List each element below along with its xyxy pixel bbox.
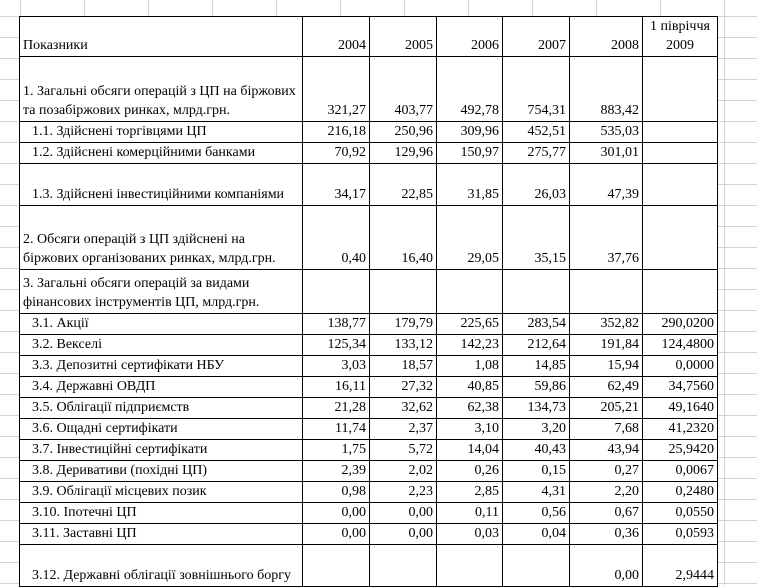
table-row xyxy=(20,419,718,440)
value-cell[interactable]: 0,40 xyxy=(303,206,370,270)
value-cell[interactable]: 0,0067 xyxy=(643,461,718,482)
row-label-cell[interactable]: 3.6. Ощадні сертифікати xyxy=(20,419,303,440)
value-cell[interactable]: 15,94 xyxy=(570,356,643,377)
value-cell[interactable] xyxy=(643,270,718,314)
value-cell[interactable] xyxy=(437,270,503,314)
value-cell[interactable]: 134,73 xyxy=(503,398,570,419)
value-cell[interactable]: 2,20 xyxy=(570,482,643,503)
value-cell[interactable]: 32,62 xyxy=(370,398,437,419)
value-cell[interactable]: 59,86 xyxy=(503,377,570,398)
value-cell[interactable] xyxy=(503,270,570,314)
value-cell[interactable]: 35,15 xyxy=(503,206,570,270)
value-cell[interactable]: 0,67 xyxy=(570,503,643,524)
value-cell[interactable]: 47,39 xyxy=(570,164,643,206)
value-cell[interactable]: 34,17 xyxy=(303,164,370,206)
table-row xyxy=(20,335,718,356)
value-cell[interactable]: 179,79 xyxy=(370,314,437,335)
row-label-cell[interactable]: 3. Загальні обсяги операцій за видами фінансових інструментів ЦП, млрд.грн. xyxy=(20,270,303,314)
table-row xyxy=(20,545,718,587)
value-cell[interactable]: 49,1640 xyxy=(643,398,718,419)
value-cell[interactable]: 62,49 xyxy=(570,377,643,398)
value-cell[interactable]: 191,84 xyxy=(570,335,643,356)
header-row xyxy=(20,17,718,57)
value-cell[interactable]: 0,03 xyxy=(437,524,503,545)
row-label-cell[interactable]: 3.3. Депозитні сертифікати НБУ xyxy=(20,356,303,377)
row-label-cell[interactable]: 3.10. Іпотечні ЦП xyxy=(20,503,303,524)
value-cell[interactable] xyxy=(370,545,437,587)
value-cell[interactable] xyxy=(303,270,370,314)
value-cell[interactable]: 124,4800 xyxy=(643,335,718,356)
value-cell[interactable]: 3,20 xyxy=(503,419,570,440)
value-cell[interactable] xyxy=(643,122,718,143)
value-cell[interactable]: 2,02 xyxy=(370,461,437,482)
securities-operations-table xyxy=(19,16,718,587)
value-cell[interactable]: 31,85 xyxy=(437,164,503,206)
value-cell[interactable]: 0,98 xyxy=(303,482,370,503)
row-label-cell[interactable]: 3.11. Заставні ЦП xyxy=(20,524,303,545)
value-cell[interactable]: 0,00 xyxy=(570,545,643,587)
row-label-cell[interactable]: 1.1. Здійснені торгівцями ЦП xyxy=(20,122,303,143)
value-cell[interactable]: 0,36 xyxy=(570,524,643,545)
value-cell[interactable]: 62,38 xyxy=(437,398,503,419)
value-cell[interactable]: 403,77 xyxy=(370,57,437,122)
value-cell[interactable]: 22,85 xyxy=(370,164,437,206)
value-cell[interactable] xyxy=(643,57,718,122)
value-cell[interactable]: 2,37 xyxy=(370,419,437,440)
value-cell[interactable]: 150,97 xyxy=(437,143,503,164)
value-cell[interactable]: 133,12 xyxy=(370,335,437,356)
value-cell[interactable]: 70,92 xyxy=(303,143,370,164)
value-cell[interactable]: 321,27 xyxy=(303,57,370,122)
row-label-cell[interactable]: 1.3. Здійснені інвестиційними компаніями xyxy=(20,164,303,206)
value-cell[interactable]: 275,77 xyxy=(503,143,570,164)
value-cell[interactable]: 5,72 xyxy=(370,440,437,461)
table-row xyxy=(20,461,718,482)
value-cell[interactable] xyxy=(303,545,370,587)
row-label-cell[interactable]: 3.8. Деривативи (похідні ЦП) xyxy=(20,461,303,482)
value-cell[interactable]: 0,0000 xyxy=(643,356,718,377)
value-cell[interactable]: 16,11 xyxy=(303,377,370,398)
row-label-cell[interactable]: 3.12. Державні облігації зовнішнього боргу xyxy=(20,545,303,587)
value-cell[interactable] xyxy=(643,206,718,270)
value-cell[interactable]: 0,15 xyxy=(503,461,570,482)
value-cell[interactable]: 29,05 xyxy=(437,206,503,270)
value-cell[interactable]: 34,7560 xyxy=(643,377,718,398)
value-cell[interactable]: 0,56 xyxy=(503,503,570,524)
value-cell[interactable]: 0,00 xyxy=(370,524,437,545)
table-row xyxy=(20,270,718,314)
value-cell[interactable]: 138,77 xyxy=(303,314,370,335)
value-cell[interactable]: 352,82 xyxy=(570,314,643,335)
value-cell[interactable]: 250,96 xyxy=(370,122,437,143)
value-cell[interactable]: 0,11 xyxy=(437,503,503,524)
table-row xyxy=(20,482,718,503)
row-label-cell[interactable]: 1. Загальні обсяги операцій з ЦП на біржових та позабіржових ринках, млрд.грн. xyxy=(20,57,303,122)
value-cell[interactable]: 212,64 xyxy=(503,335,570,356)
table-row xyxy=(20,164,718,206)
header-year[interactable]: 2008 xyxy=(570,17,643,57)
value-cell[interactable]: 0,00 xyxy=(370,503,437,524)
value-cell[interactable]: 1,08 xyxy=(437,356,503,377)
value-cell[interactable]: 0,26 xyxy=(437,461,503,482)
value-cell[interactable] xyxy=(503,545,570,587)
value-cell[interactable]: 1,75 xyxy=(303,440,370,461)
value-cell[interactable]: 27,32 xyxy=(370,377,437,398)
table-row xyxy=(20,122,718,143)
value-cell[interactable]: 0,00 xyxy=(303,524,370,545)
value-cell[interactable]: 3,03 xyxy=(303,356,370,377)
value-cell[interactable]: 301,01 xyxy=(570,143,643,164)
value-cell[interactable]: 225,65 xyxy=(437,314,503,335)
value-cell[interactable] xyxy=(643,164,718,206)
table-row xyxy=(20,524,718,545)
header-year[interactable]: 2006 xyxy=(437,17,503,57)
value-cell[interactable]: 205,21 xyxy=(570,398,643,419)
value-cell[interactable] xyxy=(643,143,718,164)
header-indicator[interactable]: Показники xyxy=(20,17,303,57)
value-cell[interactable]: 309,96 xyxy=(437,122,503,143)
value-cell[interactable]: 0,00 xyxy=(303,503,370,524)
value-cell[interactable]: 14,04 xyxy=(437,440,503,461)
table-row xyxy=(20,143,718,164)
table-row xyxy=(20,377,718,398)
table-row xyxy=(20,503,718,524)
value-cell[interactable]: 41,2320 xyxy=(643,419,718,440)
table-row xyxy=(20,356,718,377)
header-year[interactable]: 2007 xyxy=(503,17,570,57)
header-year[interactable]: 2005 xyxy=(370,17,437,57)
table-row xyxy=(20,206,718,270)
value-cell[interactable]: 125,34 xyxy=(303,335,370,356)
header-half-year-line1: 1 півріччя xyxy=(650,19,710,34)
row-label-cell[interactable]: 3.7. Інвестиційні сертифікати xyxy=(20,440,303,461)
value-cell[interactable]: 754,31 xyxy=(503,57,570,122)
value-cell[interactable]: 129,96 xyxy=(370,143,437,164)
value-cell[interactable]: 0,04 xyxy=(503,524,570,545)
value-cell[interactable]: 2,9444 xyxy=(643,545,718,587)
value-cell[interactable]: 4,31 xyxy=(503,482,570,503)
value-cell[interactable]: 452,51 xyxy=(503,122,570,143)
row-label-cell[interactable]: 3.2. Векселі xyxy=(20,335,303,356)
header-year[interactable]: 2004 xyxy=(303,17,370,57)
value-cell[interactable]: 2,39 xyxy=(303,461,370,482)
value-cell[interactable]: 16,40 xyxy=(370,206,437,270)
value-cell[interactable]: 40,43 xyxy=(503,440,570,461)
value-cell[interactable]: 11,74 xyxy=(303,419,370,440)
value-cell[interactable]: 43,94 xyxy=(570,440,643,461)
value-cell[interactable]: 40,85 xyxy=(437,377,503,398)
row-label-cell[interactable]: 3.9. Облігації місцевих позик xyxy=(20,482,303,503)
value-cell[interactable]: 21,28 xyxy=(303,398,370,419)
value-cell[interactable]: 216,18 xyxy=(303,122,370,143)
row-label-cell[interactable]: 3.1. Акції xyxy=(20,314,303,335)
row-label-cell[interactable]: 2. Обсяги операцій з ЦП здійснені на біржових організованих ринках, млрд.грн. xyxy=(20,206,303,270)
value-cell[interactable]: 883,42 xyxy=(570,57,643,122)
table-row xyxy=(20,314,718,335)
value-cell[interactable]: 26,03 xyxy=(503,164,570,206)
table-row xyxy=(20,398,718,419)
value-cell[interactable] xyxy=(570,270,643,314)
header-half-year-line2: 2009 xyxy=(666,38,694,53)
value-cell[interactable]: 0,2480 xyxy=(643,482,718,503)
value-cell[interactable]: 492,78 xyxy=(437,57,503,122)
value-cell[interactable]: 142,23 xyxy=(437,335,503,356)
value-cell[interactable]: 0,0593 xyxy=(643,524,718,545)
value-cell[interactable]: 25,9420 xyxy=(643,440,718,461)
value-cell[interactable]: 535,03 xyxy=(570,122,643,143)
value-cell[interactable]: 0,27 xyxy=(570,461,643,482)
value-cell[interactable]: 2,23 xyxy=(370,482,437,503)
row-label-cell[interactable]: 1.2. Здійснені комерційними банками xyxy=(20,143,303,164)
value-cell[interactable]: 290,0200 xyxy=(643,314,718,335)
value-cell[interactable]: 18,57 xyxy=(370,356,437,377)
value-cell[interactable]: 283,54 xyxy=(503,314,570,335)
value-cell[interactable]: 37,76 xyxy=(570,206,643,270)
value-cell[interactable] xyxy=(370,270,437,314)
value-cell[interactable]: 3,10 xyxy=(437,419,503,440)
table-row xyxy=(20,440,718,461)
header-half-year[interactable] xyxy=(643,17,718,57)
value-cell[interactable]: 14,85 xyxy=(503,356,570,377)
value-cell[interactable]: 2,85 xyxy=(437,482,503,503)
value-cell[interactable]: 0,0550 xyxy=(643,503,718,524)
value-cell[interactable] xyxy=(437,545,503,587)
row-label-cell[interactable]: 3.5. Облігації підприємств xyxy=(20,398,303,419)
row-label-cell[interactable]: 3.4. Державні ОВДП xyxy=(20,377,303,398)
value-cell[interactable]: 7,68 xyxy=(570,419,643,440)
table-row xyxy=(20,57,718,122)
